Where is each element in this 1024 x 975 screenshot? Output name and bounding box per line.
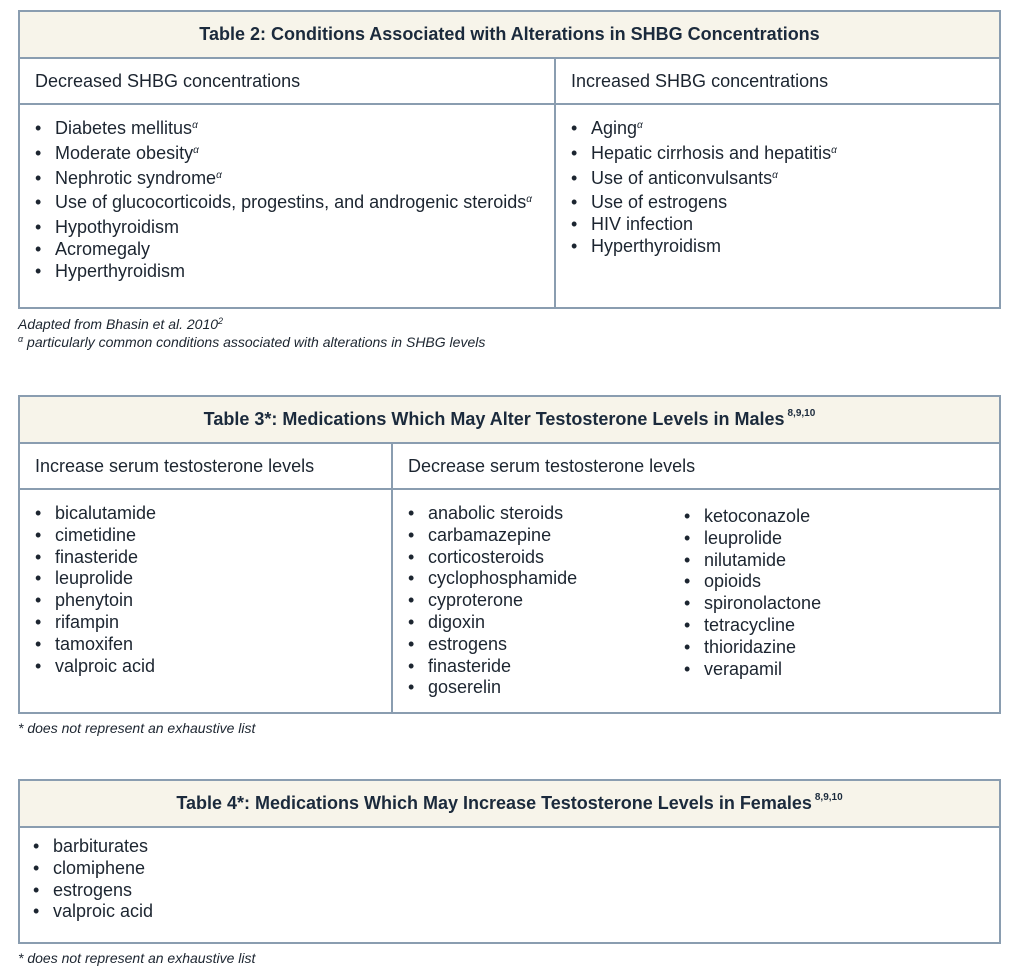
list-item: • Hyperthyroidism — [571, 236, 999, 258]
list-item: • estrogens — [408, 634, 684, 656]
list-item: • corticosteroids — [408, 547, 684, 569]
list-item: • Moderate obesity$^\alpha$ — [35, 143, 554, 168]
table-2-source-note: Adapted from Bhasin et al. 2010$^2$ — [18, 316, 224, 332]
list-item: • Nephrotic syndrome$^\alpha$ — [35, 168, 554, 193]
list-item: • spironolactone — [684, 593, 999, 615]
list-item: • tamoxifen — [35, 634, 391, 656]
table-3 — [18, 395, 1001, 714]
list-item: • Hepatic cirrhosis and hepatitis$^\alpha$ — [571, 143, 999, 168]
list-item: • Acromegaly — [35, 239, 554, 261]
list-item: • Use of anticonvulsants$^\alpha$ — [571, 168, 999, 193]
table-3-col2-header: Decrease serum testosterone levels — [391, 444, 999, 488]
table-3-col1-body — [20, 490, 391, 712]
table-3-col2b — [684, 490, 999, 712]
list-item: • carbamazepine — [408, 525, 684, 547]
female-testosterone-list — [33, 836, 153, 923]
table-3-header-row — [20, 444, 999, 490]
list-item: • cyproterone — [408, 590, 684, 612]
list-item: • rifampin — [35, 612, 391, 634]
table-3-note: * does not represent an exhaustive list — [18, 720, 256, 736]
list-item: • Use of estrogens — [571, 192, 999, 214]
list-item: • Diabetes mellitus$^\alpha$ — [35, 118, 554, 143]
table-2-body-row — [20, 105, 999, 307]
table-4-title: Table 4*: Medications Which May Increase Testosterone Levels in Females $^{8,9,10}$ — [20, 781, 999, 828]
list-item: • Use of glucocorticoids, progestins, and androgenic steroids$^\alpha$ — [35, 192, 554, 217]
list-item: • cyclophosphamide — [408, 568, 684, 590]
table-3-col1-header: Increase serum testosterone levels — [35, 455, 315, 476]
increase-testosterone-list — [35, 503, 391, 677]
list-item: • tetracycline — [684, 615, 999, 637]
list-item: • Aging$^\alpha$ — [571, 118, 999, 143]
table-3-body-row — [20, 490, 999, 712]
list-item: • valproic acid — [35, 656, 391, 678]
table-2-title: Table 2: Conditions Associated with Alterations in SHBG Concentrations — [20, 12, 999, 59]
alpha-footnote-mark: α — [192, 120, 198, 131]
list-item: • goserelin — [408, 677, 684, 699]
decrease-testosterone-list-b — [684, 506, 999, 680]
list-item: • leuprolide — [684, 528, 999, 550]
list-item: • HIV infection — [571, 214, 999, 236]
table-2-col1-body — [20, 105, 554, 307]
table-2 — [18, 10, 1001, 309]
list-item: • anabolic steroids — [408, 503, 684, 525]
list-item: • digoxin — [408, 612, 684, 634]
alpha-footnote-mark: α — [772, 169, 778, 181]
list-item: • opioids — [684, 571, 999, 593]
table-2-col1-header: Decreased SHBG concentrations — [35, 70, 301, 91]
list-item: • Hyperthyroidism — [35, 261, 554, 283]
table-2-alpha-note: $^\alpha$ particularly common conditions associated with alterations in SHBG levels — [18, 334, 486, 350]
list-item: • nilutamide — [684, 550, 999, 572]
table-4-note: * does not represent an exhaustive list — [18, 950, 256, 966]
table-2-col2-body — [554, 105, 999, 307]
table-3-col2-body — [391, 490, 999, 712]
table-4-body — [20, 828, 153, 923]
list-item: • finasteride — [408, 656, 684, 678]
table-3-title: Table 3*: Medications Which May Alter Testosterone Levels in Males $^{8,9,10}$ — [20, 397, 999, 444]
alpha-footnote-mark: α — [831, 144, 837, 156]
list-item: • Hypothyroidism — [35, 217, 554, 239]
list-item: • thioridazine — [684, 637, 999, 659]
alpha-footnote-mark: α — [526, 194, 532, 206]
list-item: • verapamil — [684, 659, 999, 681]
alpha-footnote-mark: α — [216, 169, 222, 181]
list-item: • bicalutamide — [35, 503, 391, 525]
table-2-header-row — [20, 59, 999, 105]
list-item: • finasteride — [35, 547, 391, 569]
table-2-col2-header: Increased SHBG concentrations — [554, 59, 999, 103]
decreased-shbg-list — [35, 118, 554, 283]
alpha-footnote-mark: α — [637, 120, 643, 131]
increased-shbg-list — [571, 118, 999, 258]
list-item: • barbiturates — [33, 836, 153, 858]
table-3-col2a — [393, 490, 684, 712]
list-item: • ketoconazole — [684, 506, 999, 528]
table-4 — [18, 779, 1001, 944]
list-item: • clomiphene — [33, 858, 153, 880]
list-item: • cimetidine — [35, 525, 391, 547]
table-4-body-row — [20, 828, 999, 923]
list-item: • valproic acid — [33, 901, 153, 923]
decrease-testosterone-list-a — [408, 503, 684, 699]
list-item: • leuprolide — [35, 568, 391, 590]
alpha-footnote-mark: α — [193, 144, 199, 156]
list-item: • phenytoin — [35, 590, 391, 612]
list-item: • estrogens — [33, 880, 153, 902]
